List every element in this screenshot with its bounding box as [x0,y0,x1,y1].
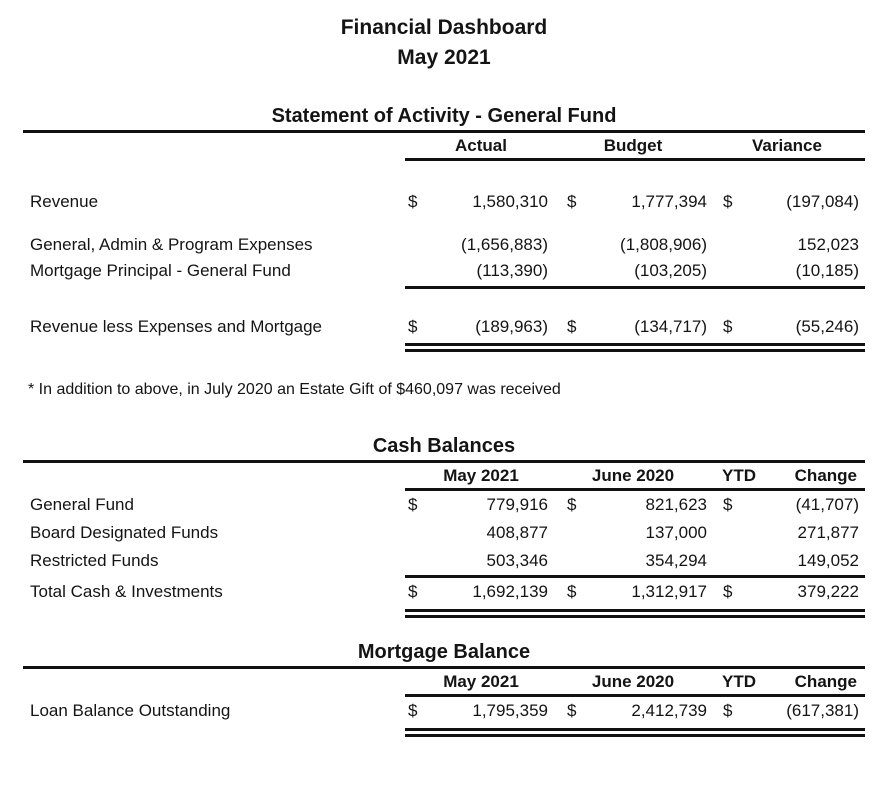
table-row-mortgage-principal [23,258,865,284]
cash-balances-section [23,434,865,618]
change-label: Change [794,465,857,485]
footnote: * In addition to above, in July 2020 an Estate Gift of $460,097 was received [28,381,561,398]
cell-value: (134,717) [634,317,707,336]
cell-value: (1,808,906) [620,235,707,254]
cell-value: 271,877 [797,523,859,542]
statement-of-activity-section [23,104,865,400]
row-values [405,232,865,258]
cell-value: (41,707) [795,495,859,514]
column-header-budget: Budget [603,135,663,155]
cell-value: (617,381) [786,701,859,720]
cell-value: 1,692,139 [472,582,548,601]
row-label: Restricted Funds [30,551,159,570]
cell-value: (197,084) [786,192,859,211]
change-label: Change [794,671,857,691]
cell-value: 137,000 [645,523,707,542]
row-values [405,258,865,284]
currency-symbol: $ [567,192,577,211]
row-values [405,191,865,213]
double-divider [405,343,865,352]
divider [405,286,865,289]
column-headers [405,136,865,156]
cell-value: 1,777,394 [631,192,707,211]
page-title: Financial Dashboard [340,16,548,39]
currency-symbol: $ [408,701,418,720]
section-title: Mortgage Balance [357,641,531,663]
column-header-row [23,669,865,694]
currency-symbol: $ [723,192,733,211]
row-values [405,547,865,575]
cell-value: 2,412,739 [631,701,707,720]
cell-value: 149,052 [797,551,859,570]
column-header-row [23,133,865,158]
mortgage-balance-section [23,640,865,737]
cell-value: (55,246) [795,317,859,336]
currency-symbol: $ [723,317,733,336]
row-label: Revenue less Expenses and Mortgage [30,317,323,336]
currency-symbol: $ [723,495,733,514]
row-values [405,316,865,338]
cell-value: 1,795,359 [472,701,548,720]
ytd-label: YTD [722,671,756,691]
table-row-restricted-funds [23,547,865,575]
currency-symbol: $ [408,317,418,336]
column-headers [405,466,865,486]
double-divider [405,609,865,618]
cell-value: (103,205) [634,261,707,280]
currency-symbol: $ [723,701,733,720]
ytd-label: YTD [722,465,756,485]
cell-value: 779,916 [486,495,548,514]
table-row-loan-balance [23,697,865,725]
table-row-expenses [23,232,865,258]
row-values [405,697,865,725]
row-label: General Fund [30,495,134,514]
column-header-june-2020: June 2020 [591,671,675,691]
cell-value: (113,390) [476,261,548,280]
column-header-june-2020: June 2020 [591,465,675,485]
row-label: Revenue [30,192,99,211]
row-values [405,519,865,547]
cell-value: (189,963) [475,317,548,336]
cell-value: 408,877 [486,523,548,542]
row-label: Mortgage Principal - General Fund [30,261,291,280]
cell-value: 821,623 [645,495,707,514]
column-header-ytd-change [709,672,865,692]
cell-value: 1,312,917 [631,582,707,601]
currency-symbol: $ [567,701,577,720]
section-title: Statement of Activity - General Fund [271,105,617,127]
row-label: Loan Balance Outstanding [30,701,231,720]
currency-symbol: $ [567,317,577,336]
currency-symbol: $ [408,582,418,601]
section-title: Cash Balances [372,435,516,457]
row-values [405,491,865,519]
row-label: Total Cash & Investments [30,582,223,601]
currency-symbol: $ [567,495,577,514]
column-header-may-2021: May 2021 [443,465,519,485]
document-body [23,0,865,737]
double-divider [405,728,865,737]
column-header-actual: Actual [455,135,507,155]
divider [405,158,865,161]
page-subtitle: May 2021 [397,46,491,69]
row-label: General, Admin & Program Expenses [30,235,313,254]
currency-symbol: $ [723,582,733,601]
cell-value: 379,222 [797,582,859,601]
table-row-net-total [23,316,865,338]
column-header-ytd-change [709,466,865,486]
cell-value: 503,346 [486,551,548,570]
cell-value: (1,656,883) [461,235,548,254]
table-row-general-fund [23,491,865,519]
row-values [405,578,865,606]
currency-symbol: $ [408,495,418,514]
column-headers [405,672,865,692]
cell-value: 152,023 [797,235,859,254]
cell-value: 1,580,310 [472,192,548,211]
cell-value: (10,185) [795,261,859,280]
table-row-board-designated [23,519,865,547]
table-row-revenue [23,191,865,213]
currency-symbol: $ [408,192,418,211]
column-header-variance: Variance [752,135,822,155]
table-row-total-cash [23,578,865,606]
cell-value: 354,294 [645,551,707,570]
column-header-row [23,463,865,488]
column-header-may-2021: May 2021 [443,671,519,691]
row-label: Board Designated Funds [30,523,219,542]
currency-symbol: $ [567,582,577,601]
